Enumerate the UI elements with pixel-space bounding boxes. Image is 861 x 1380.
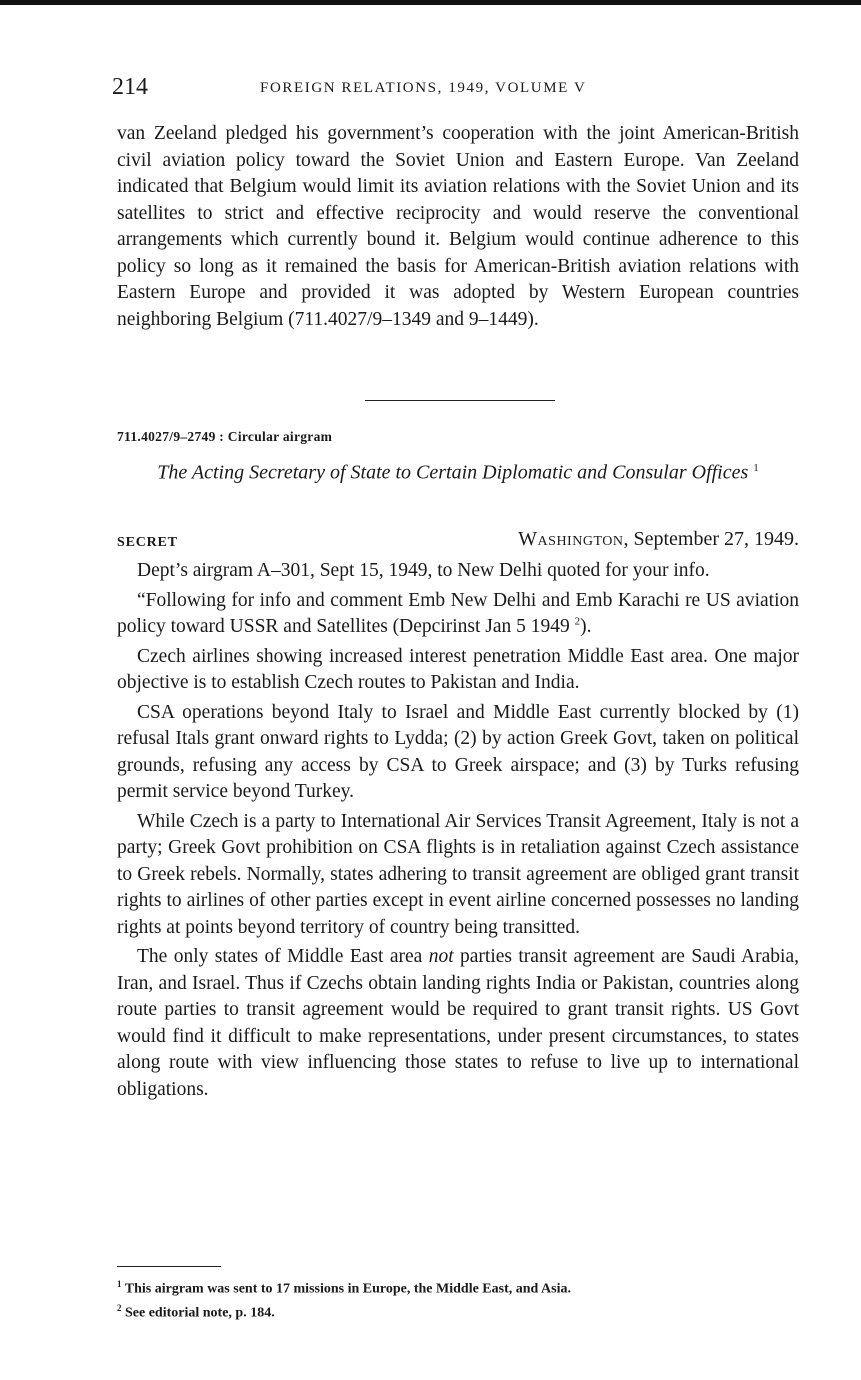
footnote-2-text: See editorial note, p. 184. [125, 1305, 275, 1321]
dateline-date: , September 27, 1949. [623, 528, 799, 550]
paragraph-3: Czech airlines showing increased interest penetration Middle East area. One major objective is to establish Czech routes to Pakistan and India. [117, 645, 799, 693]
paragraph-1: Dept’s airgram A–301, Sept 15, 1949, to New Delhi quoted for your info. [137, 560, 710, 581]
paragraph-2-end: ). [580, 616, 592, 637]
document-title [117, 455, 799, 486]
paragraph-6-emphasis: not [428, 946, 454, 967]
footnote-1 [117, 1275, 799, 1299]
document-title-text: The Acting Secretary of State to Certain Diplomatic and Consular Offices [157, 461, 749, 484]
running-head-title: FOREIGN RELATIONS, 1949, VOLUME V [260, 80, 587, 96]
top-border-rule [0, 0, 861, 5]
footnote-1-text: This airgram was sent to 17 missions in Europe, the Middle East, and Asia. [124, 1281, 571, 1297]
paragraph-2-text: “Following for info and comment Emb New Delhi and Emb Karachi re US aviation policy toward USSR and Satellites (Depcirinst Jan 5 1949 [117, 589, 799, 637]
classification-label: SECRET [117, 535, 178, 550]
paragraph-5: While Czech is a party to International Air Services Transit Agreement, Italy is not a party; Greek Govt prohibition on CSA flights is in retaliation against Czech assistance to Greek rebels. Normally, states adhering to transit agreement are obliged grant transit rights to airlines of other parties except in event airline concerned possesses no landing rights at points beyond territory of country being transitted. [117, 810, 799, 938]
footnotes [117, 1275, 799, 1322]
footnote-rule [117, 1266, 221, 1267]
footnote-2-mark: 2 [117, 1302, 122, 1313]
footnote-2 [117, 1299, 799, 1323]
footnote-1-mark: 1 [117, 1279, 122, 1289]
section-divider [365, 400, 555, 401]
file-reference: 711.4027/9–2749 : Circular airgram [117, 429, 333, 444]
title-footnote-mark: 1 [753, 462, 759, 474]
running-head [112, 74, 802, 104]
paragraph-6-rest: parties transit agreement are Saudi Arabia, Iran, and Israel. Thus if Czechs obtain landing rights India or Pakistan, countries along route parties to transit agreement would be required to grant transit rights. US Govt would find it difficult to make representations, under present circumstances, to states along route with view influencing those states to refuse to live up to international obligations. [117, 946, 799, 1100]
paragraph-2 [117, 588, 799, 641]
paragraph-4: CSA operations beyond Italy to Israel and Middle East currently blocked by (1) refusal Itals grant onward rights to Lydda; (2) by action Greek Govt, taken on political grounds, refusing any access by CSA to Greek airspace; and (3) by Turks refusing permit service beyond Turkey. [117, 701, 799, 802]
paragraph-2-footnote-mark: 2 [574, 615, 581, 628]
dateline [518, 528, 799, 551]
intro-paragraph: van Zeeland pledged his government’s cooperation with the joint American-British civil aviation policy toward the Soviet Union and Eastern Europe. Van Zeeland indicated that Belgium would limit its aviation relations with the Soviet Union and its satellites to strict and effective reciprocity and would reserve the conventional arrangements which currently bound it. Belgium would continue adherence to this policy so long as it remained the basis for American-British aviation relations with Eastern Europe and provided it was adopted by Western European countries neighboring Belgium (711.4027/9–1349 and 9–1449). [117, 123, 799, 330]
paragraph-6 [117, 944, 799, 1103]
paragraph-6-start: The only states of Middle East area [137, 946, 429, 967]
page-number: 214 [112, 74, 148, 100]
document-body [117, 558, 799, 1103]
dateline-city: Washington [518, 528, 624, 550]
